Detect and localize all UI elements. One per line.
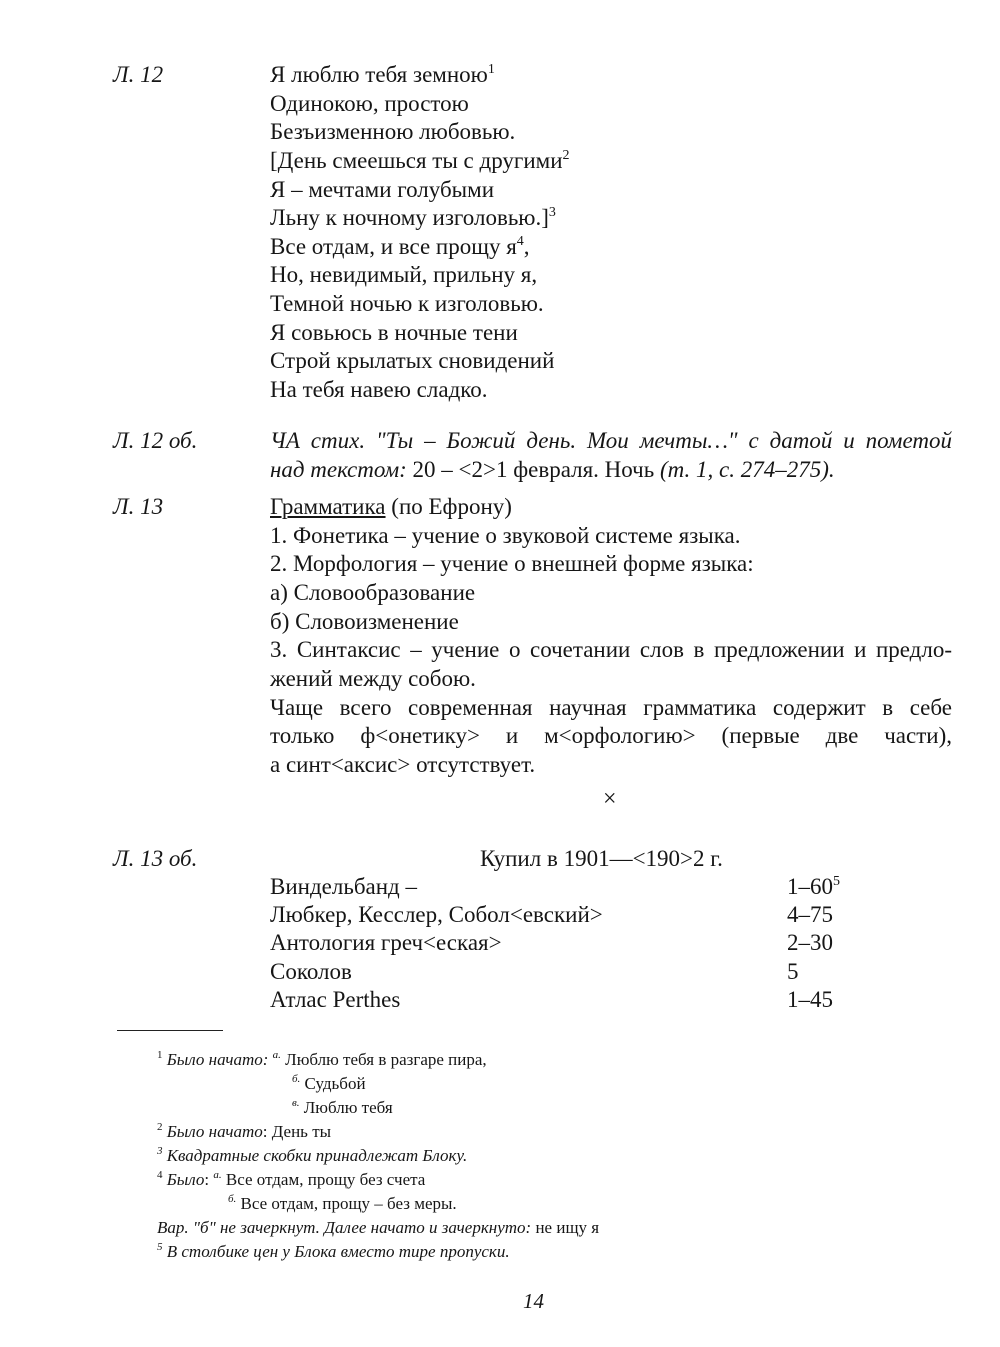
poem-line-7: Все отдам, и все прощу $я^4$, [270, 234, 530, 259]
purchases-heading: Купил в 1901—<190>2 г. [480, 846, 723, 871]
grammar-item-2b: б) Словоизменение [270, 609, 459, 634]
grammar-para-line-3: а синт<аксис> отсутствует. [270, 752, 536, 777]
footnote-3: $^3$ Квадратные скобки принадлежат Блоку. [157, 1145, 468, 1165]
poem-line-9: Темной ночью к изголовью. [270, 291, 544, 316]
footnote-4: $^4$ Было: $^{а.}$ Все отдам, прощу без счета [157, 1169, 426, 1189]
footnote-rule [117, 1030, 223, 1031]
poem-line-3: Безъизменною любовью. [270, 119, 516, 144]
footnote-5: $^5$ В столбике цен у Блока вместо тире пропуски. [157, 1241, 510, 1261]
purchase-title-5: Атлас Perthes [270, 987, 401, 1012]
folio-label-l12: Л. 12 [113, 62, 164, 87]
grammar-para-line-1: Чаще всего современная научная грамматика содержит в себе [270, 695, 952, 720]
footnote-2: $^2$ Было начато: День ты [157, 1121, 332, 1141]
poem-line-1: Я люблю тебя земною$^1$ [270, 62, 495, 87]
grammar-item-3-cont: жений между собою. [270, 666, 476, 691]
grammar-item-2: 2. Морфология – учение о внешней форме языка: [270, 551, 754, 576]
purchase-title-1: Виндельбанд – [270, 874, 418, 899]
footnote-1: $^1$ Было начато: $^{а.}$ Люблю тебя в разгаре пира, [157, 1049, 487, 1069]
folio-label-l12ob: Л. 12 об. [113, 428, 198, 453]
footnote-4-variant-note: Вар. "б" не зачеркнут. Далее начато и зачеркнуто: не ищу я [157, 1218, 600, 1237]
page-number: 14 [523, 1289, 544, 1313]
poem-line-5: Я – мечтами голубыми [270, 177, 495, 202]
purchase-title-4: Соколов [270, 959, 352, 984]
poem-line-8: Но, невидимый, прильну я, [270, 262, 538, 287]
section-separator-cross: × [603, 786, 617, 812]
purchase-price-2: 4–75 [787, 902, 833, 927]
entry-12ob-line-2: над текстом: 20 – <2>1 февраля. Ночь (т. 1, с. 274–275). [270, 457, 835, 482]
purchase-price-4: 5 [787, 959, 799, 984]
purchase-title-2: Любкер, Кесслер, Собол<евский> [270, 902, 603, 927]
folio-label-l13ob: Л. 13 об. [113, 846, 198, 871]
purchase-price-5: 1–45 [787, 987, 833, 1012]
purchase-price-1: $1-60^5$ [787, 874, 840, 899]
footnote-1-variant-b: $^{б.}$ Судьбой [292, 1073, 366, 1093]
poem-line-6: Льну к ночному изголовью.]$^3$ [270, 205, 556, 230]
footnote-4-variant-b: $^{б.}$ Все отдам, прощу – без меры. [228, 1193, 457, 1213]
grammar-title: Грамматика (по Ефрону) [270, 494, 512, 519]
poem-line-11: Строй крылатых сновидений [270, 348, 555, 373]
grammar-item-2a: а) Словообразование [270, 580, 476, 605]
poem-line-2: Одинокою, простою [270, 91, 469, 116]
poem-line-12: На тебя навею сладко. [270, 377, 488, 402]
purchase-price-3: 2–30 [787, 930, 833, 955]
grammar-para-line-2: только ф<онетику> и м<орфологию> (первые две части), [270, 723, 952, 748]
poem-line-10: Я совьюсь в ночные тени [270, 320, 518, 345]
purchase-title-3: Антология греч<еская> [270, 930, 502, 955]
grammar-item-3: 3. Синтаксис – учение о сочетании слов в предложении и предло- [270, 637, 952, 662]
footnote-1-variant-c: $^{в.}$ Люблю тебя [292, 1097, 393, 1117]
poem-line-4: [День смеешься ты с другими$^2$ [270, 148, 570, 173]
folio-label-l13: Л. 13 [113, 494, 164, 519]
grammar-item-1: 1. Фонетика – учение о звуковой системе языка. [270, 523, 741, 548]
entry-12ob-line-1: ЧА стих. "Ты – Божий день. Мои мечты…" с датой и пометой [270, 428, 952, 453]
